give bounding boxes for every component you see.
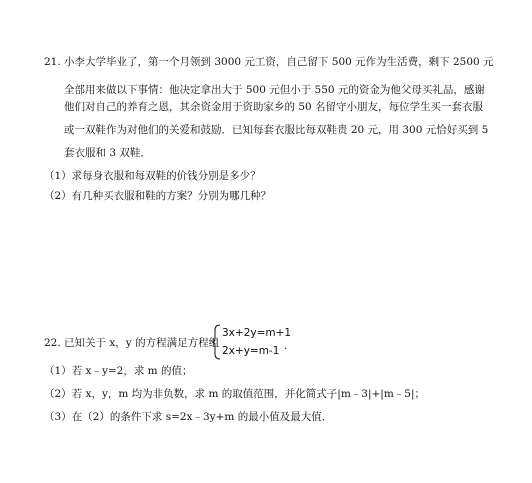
q21-line-3: 他们对自己的养育之恩，其余资金用于资助家乡的 50 名留守小朋友，每位学生买一套衣服 (64, 101, 484, 113)
equation-system (212, 324, 292, 360)
system-equation-2: 2x+y=m-1 (222, 345, 280, 357)
system-equation-1: 3x+2y=m+1 (222, 327, 292, 339)
q22-sub1: （1）若 x﹣y=2，求 m 的值； (44, 365, 193, 377)
q21-line-4: 或一双鞋作为对他们的关爱和鼓励．已知每套衣服比每双鞋贵 20 元，用 300 元恰好买到 5 (64, 124, 489, 136)
q21-sub1: （1）求每身衣服和每双鞋的价钱分别是多少？ (44, 170, 261, 182)
q21-sub2: （2）有几种买衣服和鞋的方案？分别为哪几种？ (44, 190, 272, 202)
q22-sub3: （3）在（2）的条件下求 s=2x﹣3y+m 的最小值及最大值． (44, 411, 333, 423)
left-brace-icon (212, 324, 222, 360)
q22-sub2: （2）若 x，y，m 均为非负数，求 m 的取值范围，并化简式子|m﹣3|+|m﹣5|； (44, 388, 426, 400)
q21-line-1: 21. 小李大学毕业了，第一个月领到 3000 元工资，自己留下 500 元作为生活费，剩下 2500 元 (44, 56, 494, 68)
q22-stem: 22. 已知关于 x，y 的方程满足方程组 (44, 337, 220, 349)
q22-period: . (284, 340, 288, 352)
q21-line-5: 套衣服和 3 双鞋． (64, 147, 151, 159)
q21-line-2: 全部用来做以下事情：他决定拿出大于 500 元但小于 550 元的资金为他父母买礼品，感谢 (64, 84, 485, 96)
